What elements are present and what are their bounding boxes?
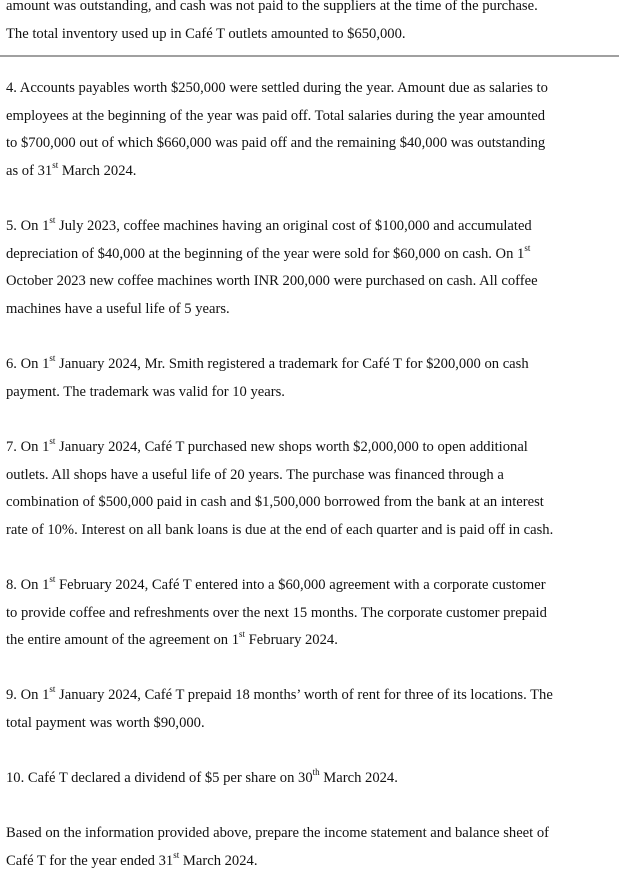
- ordinal-suffix: st: [173, 849, 180, 860]
- text-line: amount was outstanding, and cash was not paid to the suppliers at the time of the purchase.: [6, 0, 538, 14]
- text-line: Based on the information provided above, prepare the income statement and balance sheet of: [6, 825, 550, 841]
- item-6: [6, 351, 611, 406]
- ordinal-suffix: st: [52, 159, 59, 170]
- text-run: Café T for the year ended 31: [6, 852, 174, 869]
- text-run: July 2023, coffee machines having an original cost of $100,000 and accumulated: [55, 218, 532, 234]
- text-line: [6, 213, 611, 241]
- text-line: [6, 241, 611, 269]
- ordinal-suffix: st: [524, 242, 531, 253]
- text-run: 8. On 1: [6, 577, 50, 593]
- text-run: February 2024.: [245, 632, 338, 648]
- ordinal-suffix: st: [49, 215, 56, 226]
- text-run: 5. On 1: [6, 218, 50, 234]
- text-line: [6, 572, 611, 600]
- ordinal-suffix: st: [49, 353, 56, 364]
- text-line: combination of $500,000 paid in cash and $1,500,000 borrowed from the bank at an interest: [6, 494, 544, 510]
- text-run: March 2024.: [319, 770, 398, 786]
- previous-item-fragment: [6, 0, 611, 48]
- text-line: [6, 351, 611, 379]
- text-line: [6, 765, 611, 793]
- text-line: [6, 848, 611, 876]
- text-run: as of 31: [6, 162, 53, 179]
- text-run: January 2024, Café T prepaid 18 months’ worth of rent for three of its locations. The: [55, 687, 553, 703]
- item-4: [6, 75, 611, 185]
- text-run: 6. On 1: [6, 356, 50, 372]
- item-8: [6, 572, 611, 655]
- text-run: 10. Café T declared a dividend of $5 per share on 30: [6, 770, 313, 786]
- text-line: [6, 158, 611, 186]
- text-line: The total inventory used up in Café T outlets amounted to $650,000.: [6, 25, 406, 42]
- text-line: to $700,000 out of which $660,000 was paid off and the remaining $40,000 was outstanding: [6, 135, 546, 151]
- item-9: [6, 682, 611, 737]
- item-5: [6, 213, 611, 323]
- text-run: January 2024, Mr. Smith registered a trademark for Café T for $200,000 on cash: [55, 356, 529, 372]
- ordinal-suffix: st: [239, 629, 246, 640]
- text-run: March 2024.: [58, 162, 137, 179]
- text-line: [6, 627, 611, 655]
- text-run: February 2024, Café T entered into a $60,000 agreement with a corporate customer: [55, 577, 546, 593]
- section-divider: [0, 55, 619, 57]
- text-run: 9. On 1: [6, 687, 50, 703]
- text-line: to provide coffee and refreshments over the next 15 months. The corporate customer prepaid: [6, 604, 547, 621]
- ordinal-suffix: th: [312, 767, 320, 778]
- ordinal-suffix: st: [49, 684, 56, 695]
- text-run: 7. On 1: [6, 439, 50, 455]
- text-line: October 2023 new coffee machines worth INR 200,000 were purchased on cash. All coffee: [6, 273, 538, 289]
- text-run: the entire amount of the agreement on 1: [6, 632, 240, 648]
- text-line: total payment was worth $90,000.: [6, 714, 205, 731]
- text-line: machines have a useful life of 5 years.: [6, 300, 230, 317]
- text-run: January 2024, Café T purchased new shops worth $2,000,000 to open additional: [55, 439, 528, 455]
- text-line: [6, 682, 611, 710]
- text-line: [6, 434, 611, 462]
- item-7: [6, 434, 611, 544]
- text-run: depreciation of $40,000 at the beginning of the year were sold for $60,000 on cash. On 1: [6, 245, 525, 262]
- text-line: rate of 10%. Interest on all bank loans is due at the end of each quarter and is paid off in cash.: [6, 521, 554, 538]
- instruction-paragraph: [6, 820, 611, 875]
- text-line: payment. The trademark was valid for 10 years.: [6, 383, 285, 400]
- text-line: 4. Accounts payables worth $250,000 were settled during the year. Amount due as salaries to: [6, 80, 548, 96]
- text-run: March 2024.: [179, 852, 258, 869]
- text-line: outlets. All shops have a useful life of 20 years. The purchase was financed through a: [6, 466, 504, 483]
- ordinal-suffix: st: [49, 436, 56, 447]
- ordinal-suffix: st: [49, 574, 56, 585]
- text-line: employees at the beginning of the year was paid off. Total salaries during the year amounted: [6, 107, 546, 124]
- item-10: [6, 765, 611, 793]
